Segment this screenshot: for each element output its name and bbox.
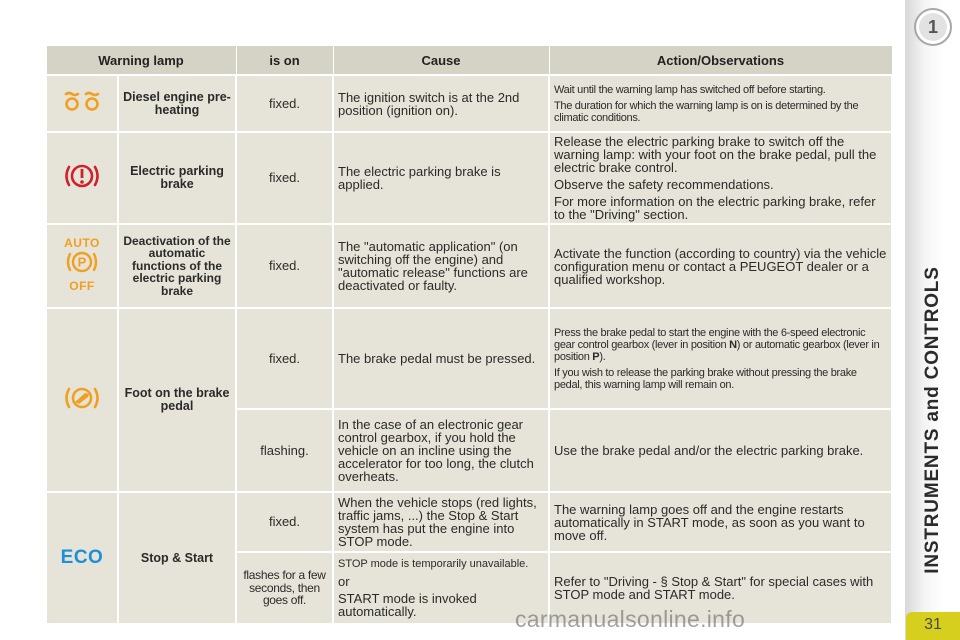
lamp-name: Deactivation of the automatic functions of the electric parking brake — [118, 224, 236, 308]
gear-position-n: N — [729, 338, 737, 351]
lamp-icon-cell — [46, 75, 118, 132]
chapter-number: 1 — [927, 17, 938, 37]
table-header-row — [46, 46, 892, 76]
action-cell — [549, 308, 892, 409]
auto-p-off-icon — [63, 237, 101, 292]
action-text — [554, 327, 887, 363]
chapter-title: INSTRUMENTS and CONTROLS — [922, 266, 943, 574]
action-text: Wait until the warning lamp has switched off before starting. — [554, 83, 826, 96]
svg-text:P: P — [77, 254, 87, 270]
action-text: The duration for which the warning lamp is on is determined by the climatic conditions. — [554, 99, 859, 124]
is-on-value: flashes for a few seconds, then goes off. — [236, 552, 333, 624]
action-text: Activate the function (according to country) via the vehicle configuration menu or contact a PEUGEOT dealer or a qualified workshop. — [549, 224, 892, 308]
lamp-icon-cell — [46, 492, 118, 624]
lamp-name: Stop & Start — [118, 492, 236, 624]
eco-icon: ECO — [60, 547, 104, 568]
header-is-on: is on — [236, 46, 333, 76]
action-text: Refer to "Driving - § Stop & Start" for special cases with STOP mode and START mode. — [549, 552, 892, 624]
cause-text: The ignition switch is at the 2nd position (ignition on). — [333, 75, 549, 132]
action-cell — [549, 132, 892, 224]
action-text: The warning lamp goes off and the engine restarts automatically in START mode, as soon as you want to move off. — [549, 492, 892, 552]
lamp-icon-cell — [46, 224, 118, 308]
lamp-icon-cell — [46, 308, 118, 492]
parking-brake-icon — [62, 160, 102, 192]
is-on-value: fixed. — [236, 492, 333, 552]
table-row — [46, 308, 892, 409]
watermark: carmanualsonline.info — [515, 606, 746, 632]
foot-brake-icon — [62, 384, 102, 412]
lamp-name: Diesel engine pre-heating — [118, 75, 236, 132]
page-number: 31 — [924, 616, 942, 633]
action-text: For more information on the electric parking brake, refer to the "Driving" section. — [554, 194, 876, 222]
action-text-part: Press the brake pedal to start the engine with the 6-speed electronic gear control gearbox (lever in position — [554, 326, 866, 351]
table-row — [46, 132, 892, 224]
cause-text: or — [338, 574, 350, 589]
icon-label-auto: AUTO — [64, 236, 100, 250]
action-text: Observe the safety recommendations. — [554, 177, 774, 192]
action-text: Release the electric parking brake to switch off the warning lamp: with your foot on the brake pedal, pull the electric brake control. — [554, 134, 877, 175]
cause-text: STOP mode is temporarily unavailable. — [338, 558, 529, 570]
warning-lamp-table — [45, 45, 893, 625]
action-cell — [549, 75, 892, 132]
lamp-name: Foot on the brake pedal — [118, 308, 236, 492]
cause-text: The "automatic application" (on switching off the engine) and "automatic release" functions are deactivated or faulty. — [333, 224, 549, 308]
chapter-badge — [914, 8, 952, 46]
is-on-value: fixed. — [236, 224, 333, 308]
action-text: If you wish to release the parking brake without pressing the brake pedal, this warning lamp will remain on. — [554, 366, 857, 391]
header-cause: Cause — [333, 46, 549, 76]
table-row — [46, 75, 892, 132]
cause-text: When the vehicle stops (red lights, traffic jams, ...) the Stop & Start system has put the engine into STOP mode. — [333, 492, 549, 552]
cause-text: The brake pedal must be pressed. — [333, 308, 549, 409]
action-text-part: ). — [599, 350, 606, 363]
is-on-value: fixed. — [236, 308, 333, 409]
header-warning-lamp: Warning lamp — [46, 46, 236, 76]
table-row — [46, 492, 892, 552]
cause-text: The electric parking brake is applied. — [333, 132, 549, 224]
parking-p-icon — [63, 249, 101, 275]
icon-label-off: OFF — [69, 279, 95, 293]
cause-text: START mode is invoked automatically. — [338, 591, 477, 619]
action-text: Use the brake pedal and/or the electric parking brake. — [549, 409, 892, 492]
gear-position-p: P — [592, 350, 600, 363]
is-on-value: fixed. — [236, 75, 333, 132]
cause-text: In the case of an electronic gear control gearbox, if you hold the vehicle on an incline using the accelerator for too long, the clutch overheats. — [333, 409, 549, 492]
is-on-value: flashing. — [236, 409, 333, 492]
is-on-value: fixed. — [236, 132, 333, 224]
table-row — [46, 224, 892, 308]
action-text-part: ) or automatic gearbox (lever in position — [554, 338, 880, 363]
page-number-tab — [906, 612, 960, 640]
preheat-icon — [62, 89, 102, 113]
header-action: Action/Observations — [549, 46, 892, 76]
lamp-icon-cell — [46, 132, 118, 224]
lamp-name: Electric parking brake — [118, 132, 236, 224]
